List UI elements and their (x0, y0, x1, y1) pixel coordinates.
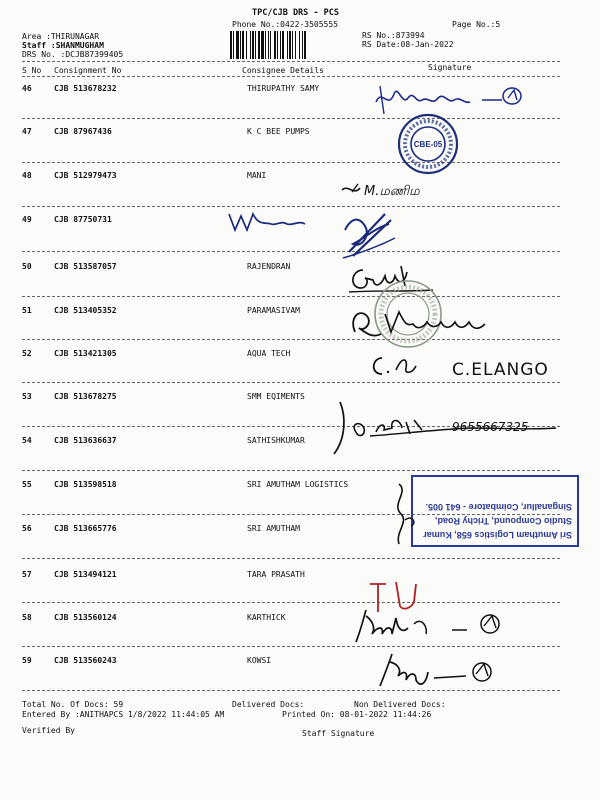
row-consignment: CJB 513560243 (54, 656, 117, 665)
row-consignee: RAJENDRAN (247, 262, 291, 271)
row-consignee: KOWSI (247, 656, 272, 665)
row-sno: 48 (22, 171, 32, 180)
barcode-bar (302, 31, 303, 59)
row-consignment: CJB 513560124 (54, 613, 117, 622)
row-divider (22, 558, 560, 559)
row-consignee: KARTHICK (247, 613, 286, 622)
row-sno: 46 (22, 84, 32, 93)
row-consignment: CJB 512979473 (54, 171, 117, 180)
row-sno: 56 (22, 524, 32, 533)
barcode-bar (287, 31, 288, 59)
signature-row49 (225, 208, 405, 268)
signature-paramasivam (345, 304, 505, 342)
row-consignee: K C BEE PUMPS (247, 127, 310, 136)
row-consignee: MANI (247, 171, 267, 180)
barcode-bar (292, 31, 293, 59)
column-consignment: Consignment No (54, 66, 122, 75)
signature-amutham-logistics (385, 480, 425, 550)
barcode-bar (250, 31, 251, 59)
barcode-bar (280, 31, 281, 59)
row-consignee: TARA PRASATH (247, 570, 305, 579)
staff-label: Staff :SHANMUGHAM (22, 41, 104, 50)
logistics-stamp (410, 474, 580, 548)
rs-date: RS Date:08-Jan-2022 (362, 40, 454, 49)
barcode-bar (252, 31, 254, 59)
delivered-docs: Delivered Docs: (232, 700, 305, 709)
elango-handwriting: C.ELANGO (452, 360, 549, 380)
page-number: Page No.:5 (452, 20, 501, 29)
row-consignee: AQUA TECH (247, 349, 291, 358)
row-divider (22, 470, 560, 471)
barcode-bar (255, 31, 256, 59)
document-title: TPC/CJB DRS - PCS (252, 8, 339, 18)
row-sno: 59 (22, 656, 32, 665)
staff-signature: Staff Signature (302, 729, 375, 738)
row-consignment: CJB 513494121 (54, 570, 117, 579)
row-sno: 54 (22, 436, 32, 445)
row-consignment: CJB 513421305 (54, 349, 117, 358)
logistics-stamp-text: Sri Amutham Logistics 658, Kumar Studio Compound, Trichy Road, Singanallur, Coimbatore - 641 005. (423, 502, 572, 540)
barcode-bar (282, 31, 284, 59)
row-consignment: CJB 513636637 (54, 436, 117, 445)
entered-by: Entered By :ANITHAPCS 1/8/2022 11:44:05 AM (22, 710, 225, 719)
row-consignment: CJB 513405352 (54, 306, 117, 315)
non-delivered-docs: Non Delivered Docs: (354, 700, 446, 709)
barcode-bar (265, 31, 266, 59)
barcode-bar (236, 31, 239, 59)
drs-number: DRS No. :DCJB87399405 (22, 50, 124, 59)
row-sno: 50 (22, 262, 32, 271)
barcode-bar (233, 31, 234, 59)
row-divider (22, 602, 560, 603)
barcode-bar (270, 31, 271, 59)
phone-handwriting: 9655667325 (452, 420, 529, 434)
barcode-bar (274, 31, 276, 59)
row-consignee: SMM EQIMENTS (247, 392, 305, 401)
mani-handwriting: M.மணிம (364, 184, 420, 199)
verified-by: Verified By (22, 726, 75, 735)
divider (22, 76, 560, 77)
barcode-bar (299, 31, 300, 59)
row-sno: 51 (22, 306, 32, 315)
divider (22, 61, 560, 62)
row-sno: 49 (22, 215, 32, 224)
area-label: Area :THIRUNAGAR (22, 32, 100, 41)
row-consignment: CJB 513665776 (54, 524, 117, 533)
barcode-bar (242, 31, 244, 59)
column-sno: S No (22, 66, 42, 75)
row-sno: 55 (22, 480, 32, 489)
row-divider (22, 382, 560, 383)
row-divider (22, 162, 560, 163)
row-consignee: THIRUPATHY SAMY (247, 84, 320, 93)
row-sno: 58 (22, 613, 32, 622)
signature-karthick (352, 606, 527, 646)
row-consignee: SRI AMUTHAM LOGISTICS (247, 480, 349, 489)
barcode-bar (268, 31, 269, 59)
rs-number: RS No.:873994 (362, 31, 425, 40)
row-consignee: SATHISHKUMAR (247, 436, 305, 445)
row-consignment: CJB 513678275 (54, 392, 117, 401)
total-docs: Total No. Of Docs: 59 (22, 700, 124, 709)
barcode-bar (295, 31, 296, 59)
table-row (0, 656, 600, 698)
row-consignment: CJB 513587057 (54, 262, 117, 271)
signature-kowsi (376, 650, 506, 692)
printed-on: Printed On: 08-01-2022 11:44:26 (282, 710, 432, 719)
barcode-bar (261, 31, 264, 59)
signature-aqua-tech (368, 352, 448, 382)
row-consignment: CJB 87967436 (54, 127, 112, 136)
kc-bee-stamp (396, 112, 460, 176)
row-sno: 47 (22, 127, 32, 136)
barcode-bar (240, 31, 241, 59)
svg-text:CBE-05: CBE-05 (413, 140, 443, 149)
row-consignee: SRI AMUTHAM (247, 524, 300, 533)
row-consignment: CJB 513598518 (54, 480, 117, 489)
phone-number: Phone No.:0422-3505555 (232, 20, 338, 29)
column-signature: Signature (428, 63, 472, 72)
barcode-bar (289, 31, 291, 59)
table-row (0, 262, 600, 304)
row-sno: 52 (22, 349, 32, 358)
row-consignment: CJB 87750731 (54, 215, 112, 224)
row-consignee: PARAMASIVAM (247, 306, 300, 315)
barcode-bar (230, 31, 232, 59)
row-sno: 57 (22, 570, 32, 579)
barcode-bar (304, 31, 306, 59)
row-sno: 53 (22, 392, 32, 401)
row-divider (22, 646, 560, 647)
row-divider (22, 296, 560, 297)
barcode-bar (277, 31, 278, 59)
barcode-bar (258, 31, 260, 59)
barcode-bar (246, 31, 247, 59)
table-row (0, 306, 600, 348)
row-consignment: CJB 513678232 (54, 84, 117, 93)
column-consignee: Consignee Details (242, 66, 324, 75)
barcode (230, 31, 358, 59)
